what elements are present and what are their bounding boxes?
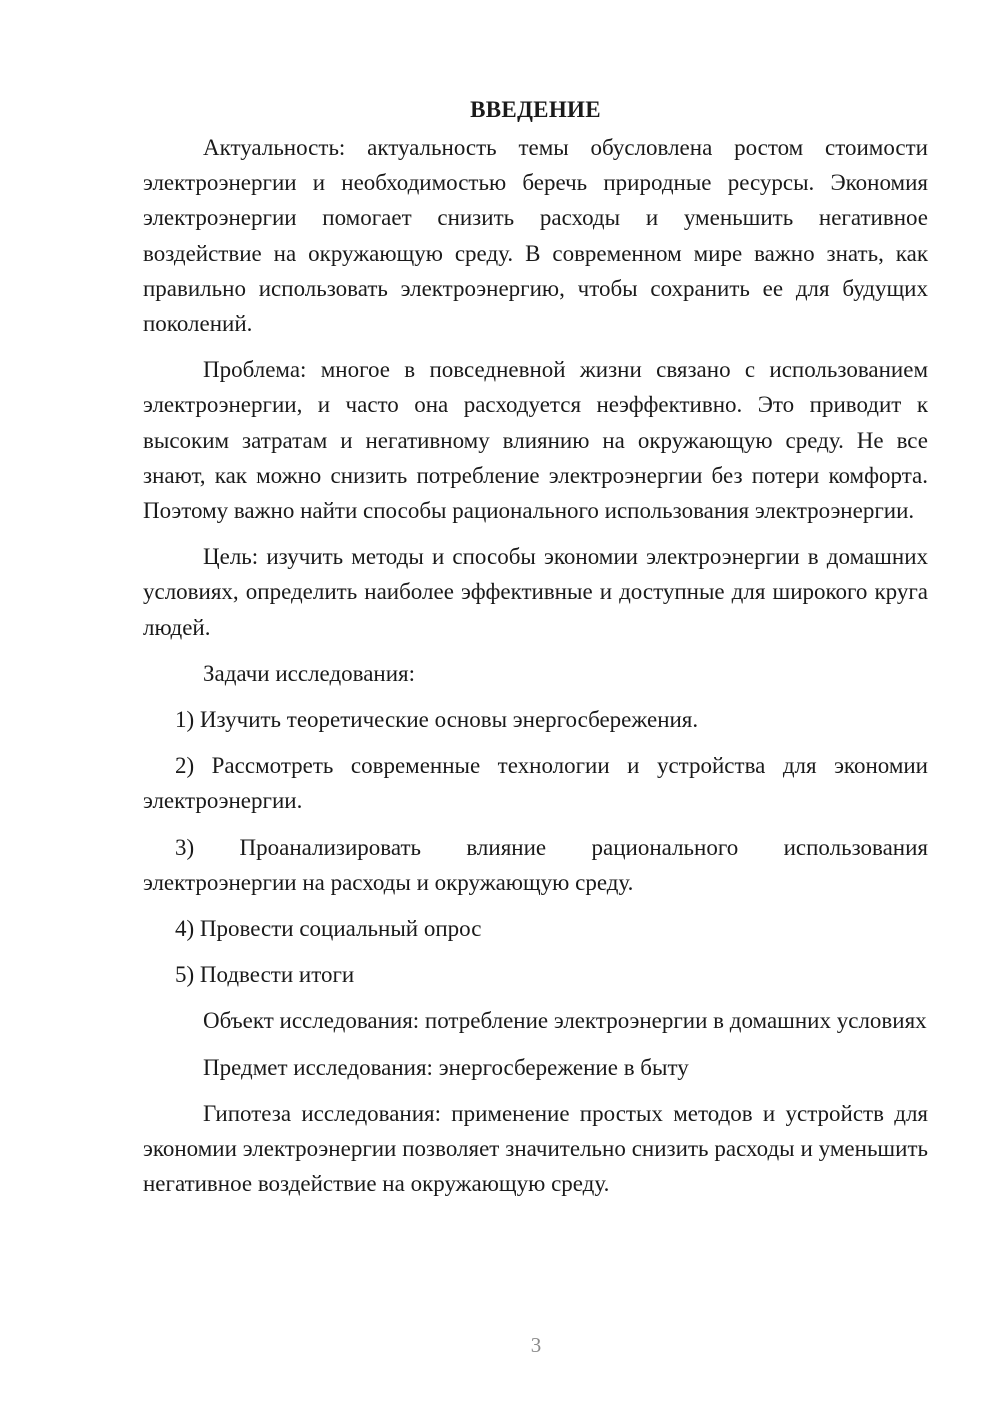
paragraph-tasks-heading: Задачи исследования: <box>203 660 416 686</box>
task-item: 1) Изучить теоретические основы энергосбережения. <box>175 707 699 733</box>
paragraph-problem: Проблема: многое в повседневной жизни связано с использованием электроэнергии, и часто она расходуется неэффективно. Это приводит к высоким затратам и негативному влиянию на окружающую среду. Не все знают, как можно снизить потребление электроэнергии без потери комфорта. Поэтому важно найти способы рационального использования электроэнергии. <box>143 357 928 524</box>
paragraph-object: Объект исследования: потребление электроэнергии в домашних условиях <box>203 1008 927 1034</box>
paragraph-hypothesis: Гипотеза исследования: применение простых методов и устройств для экономии электроэнергии позволяет значительно снизить расходы и уменьшить негативное воздействие на окружающую среду. <box>143 1100 928 1197</box>
task-item: 2) Рассмотреть современные технологии и устройства для экономии электроэнергии. <box>143 753 928 814</box>
document-page <box>143 92 928 1212</box>
task-item: 3) Проанализировать влияние рационального использования электроэнергии на расходы и окружающую среду. <box>143 834 928 895</box>
page-title: ВВЕДЕНИЕ <box>470 97 601 122</box>
paragraph-relevance: Актуальность: актуальность темы обусловлена ростом стоимости электроэнергии и необходимостью беречь природные ресурсы. Экономия электроэнергии помогает снизить расходы и уменьшить негативное воздействие на окружающую среду. В современном мире важно знать, как правильно использовать электроэнергию, чтобы сохранить ее для будущих поколений. <box>143 135 928 337</box>
paragraph-subject: Предмет исследования: энергосбережение в быту <box>203 1054 689 1080</box>
page-number: 3 <box>530 1333 542 1357</box>
task-item: 5) Подвести итоги <box>175 962 355 988</box>
task-item: 4) Провести социальный опрос <box>175 916 482 942</box>
paragraph-goal: Цель: изучить методы и способы экономии электроэнергии в домашних условиях, определить наиболее эффективные и доступные для широкого круга людей. <box>143 544 928 640</box>
